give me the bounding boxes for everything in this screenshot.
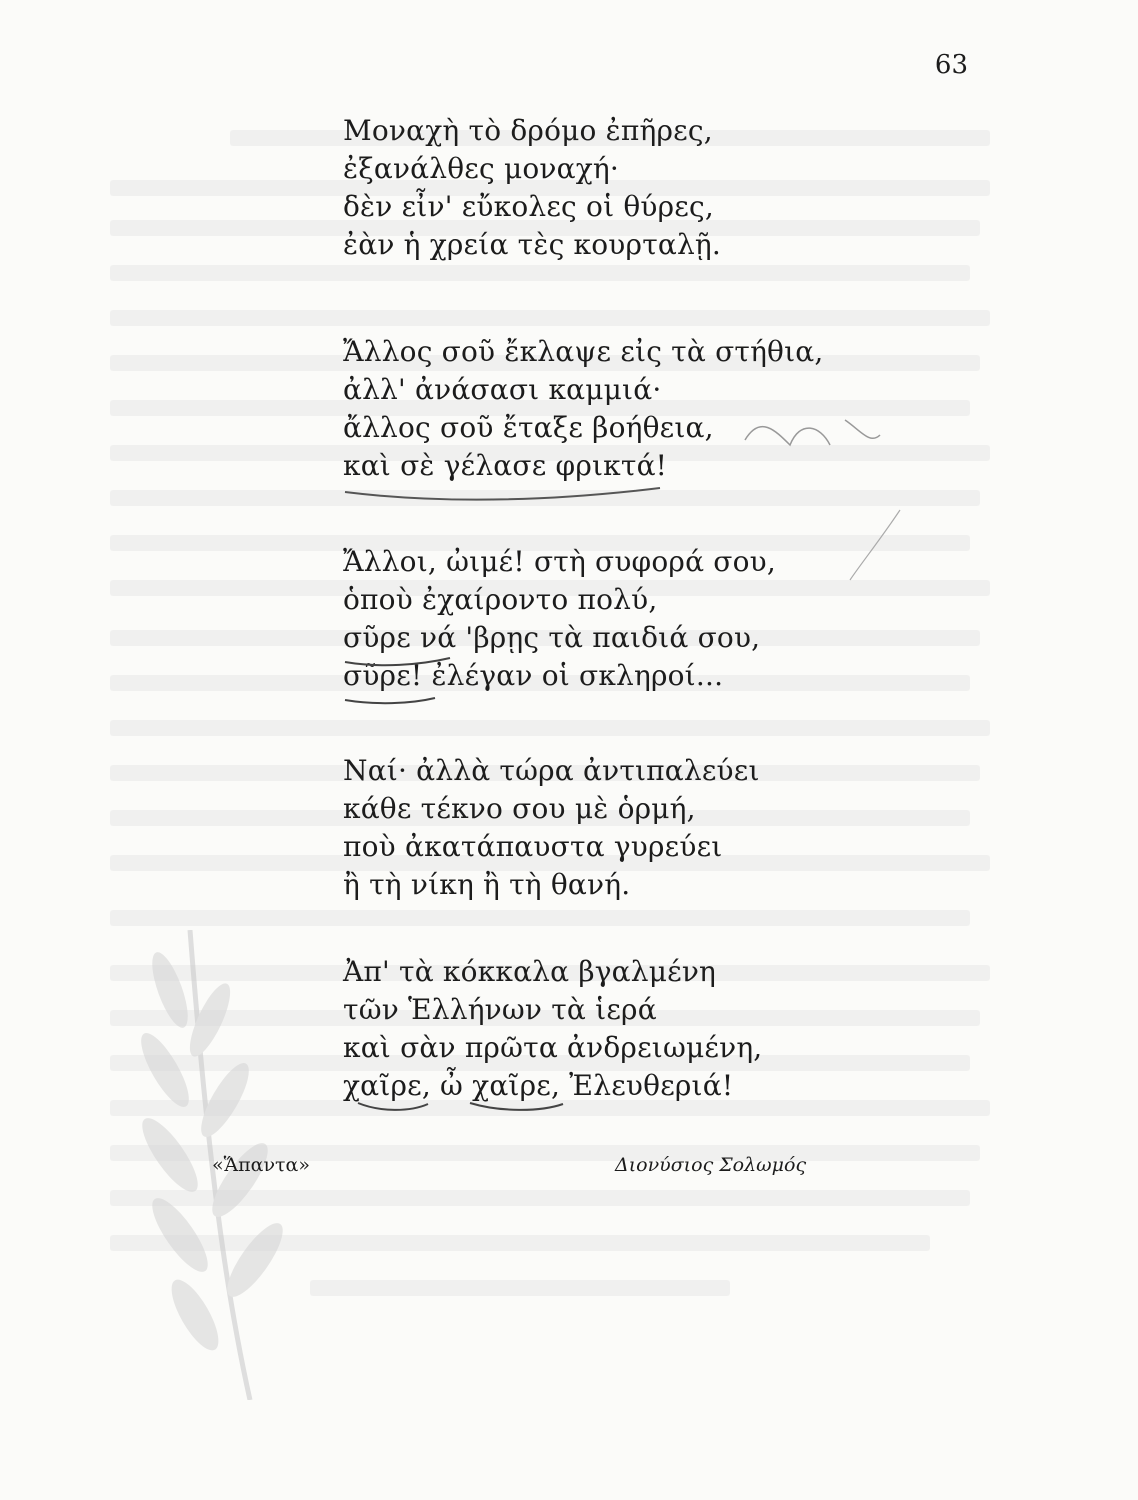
poem-line: Μοναχὴ τὸ δρόμο ἐπῆρες, (343, 114, 713, 147)
poem-line: Ἀπ' τὰ κόκκαλα βγαλμένη (343, 955, 717, 988)
poem-line: ἐὰν ἡ χρεία τὲς κουρταλῇ. (343, 228, 722, 261)
poem-line: Ἄλλος σοῦ ἔκλαψε εἰς τὰ στήθια, (343, 335, 824, 368)
stanza (343, 112, 721, 264)
author-name: Διονύσιος Σολωμός (615, 1154, 807, 1176)
poem-line: δὲν εἶν' εὔκολες οἱ θύρες, (343, 190, 714, 223)
poem-line: κάθε τέκνο σου μὲ ὁρμή, (343, 792, 696, 825)
poem-line: Ἄλλοι, ὠιμέ! στὴ συφορά σου, (343, 545, 776, 578)
poem-line: χαῖρε, ὦ χαῖρε, Ἐλευθεριά! (343, 1069, 734, 1102)
poem-line: ἐξανάλθες μοναχή· (343, 152, 620, 185)
poem-line: καὶ σὰν πρῶτα ἀνδρειωμένη, (343, 1031, 763, 1064)
poem-line: ποὺ ἀκατάπαυστα γυρεύει (343, 830, 723, 863)
poem-line: τῶν Ἑλλήνων τὰ ἱερά (343, 993, 657, 1026)
stanza (343, 752, 760, 904)
page-number: 63 (934, 50, 968, 80)
poem-line: ἢ τὴ νίκη ἢ τὴ θανή. (343, 868, 631, 901)
poem-line: σῦρε! ἐλέγαν οἱ σκληροί... (343, 659, 724, 692)
stanza (343, 953, 762, 1105)
stanza (343, 333, 824, 485)
poem-line: Ναί· ἀλλὰ τώρα ἀντιπαλεύει (343, 754, 760, 787)
poem-line: ὁποὺ ἐχαίροντο πολύ, (343, 583, 658, 616)
poem-line: ἀλλ' ἀνάσασι καμμιά· (343, 373, 662, 406)
poem-line: σῦρε νά 'βρῃς τὰ παιδιά σου, (343, 621, 761, 654)
stanza (343, 543, 776, 695)
source-title: «Ἅπαντα» (212, 1154, 310, 1176)
poem-line: καὶ σὲ γέλασε φρικτά! (343, 449, 668, 482)
poem-line: ἄλλος σοῦ ἔταξε βοήθεια, (343, 411, 714, 444)
